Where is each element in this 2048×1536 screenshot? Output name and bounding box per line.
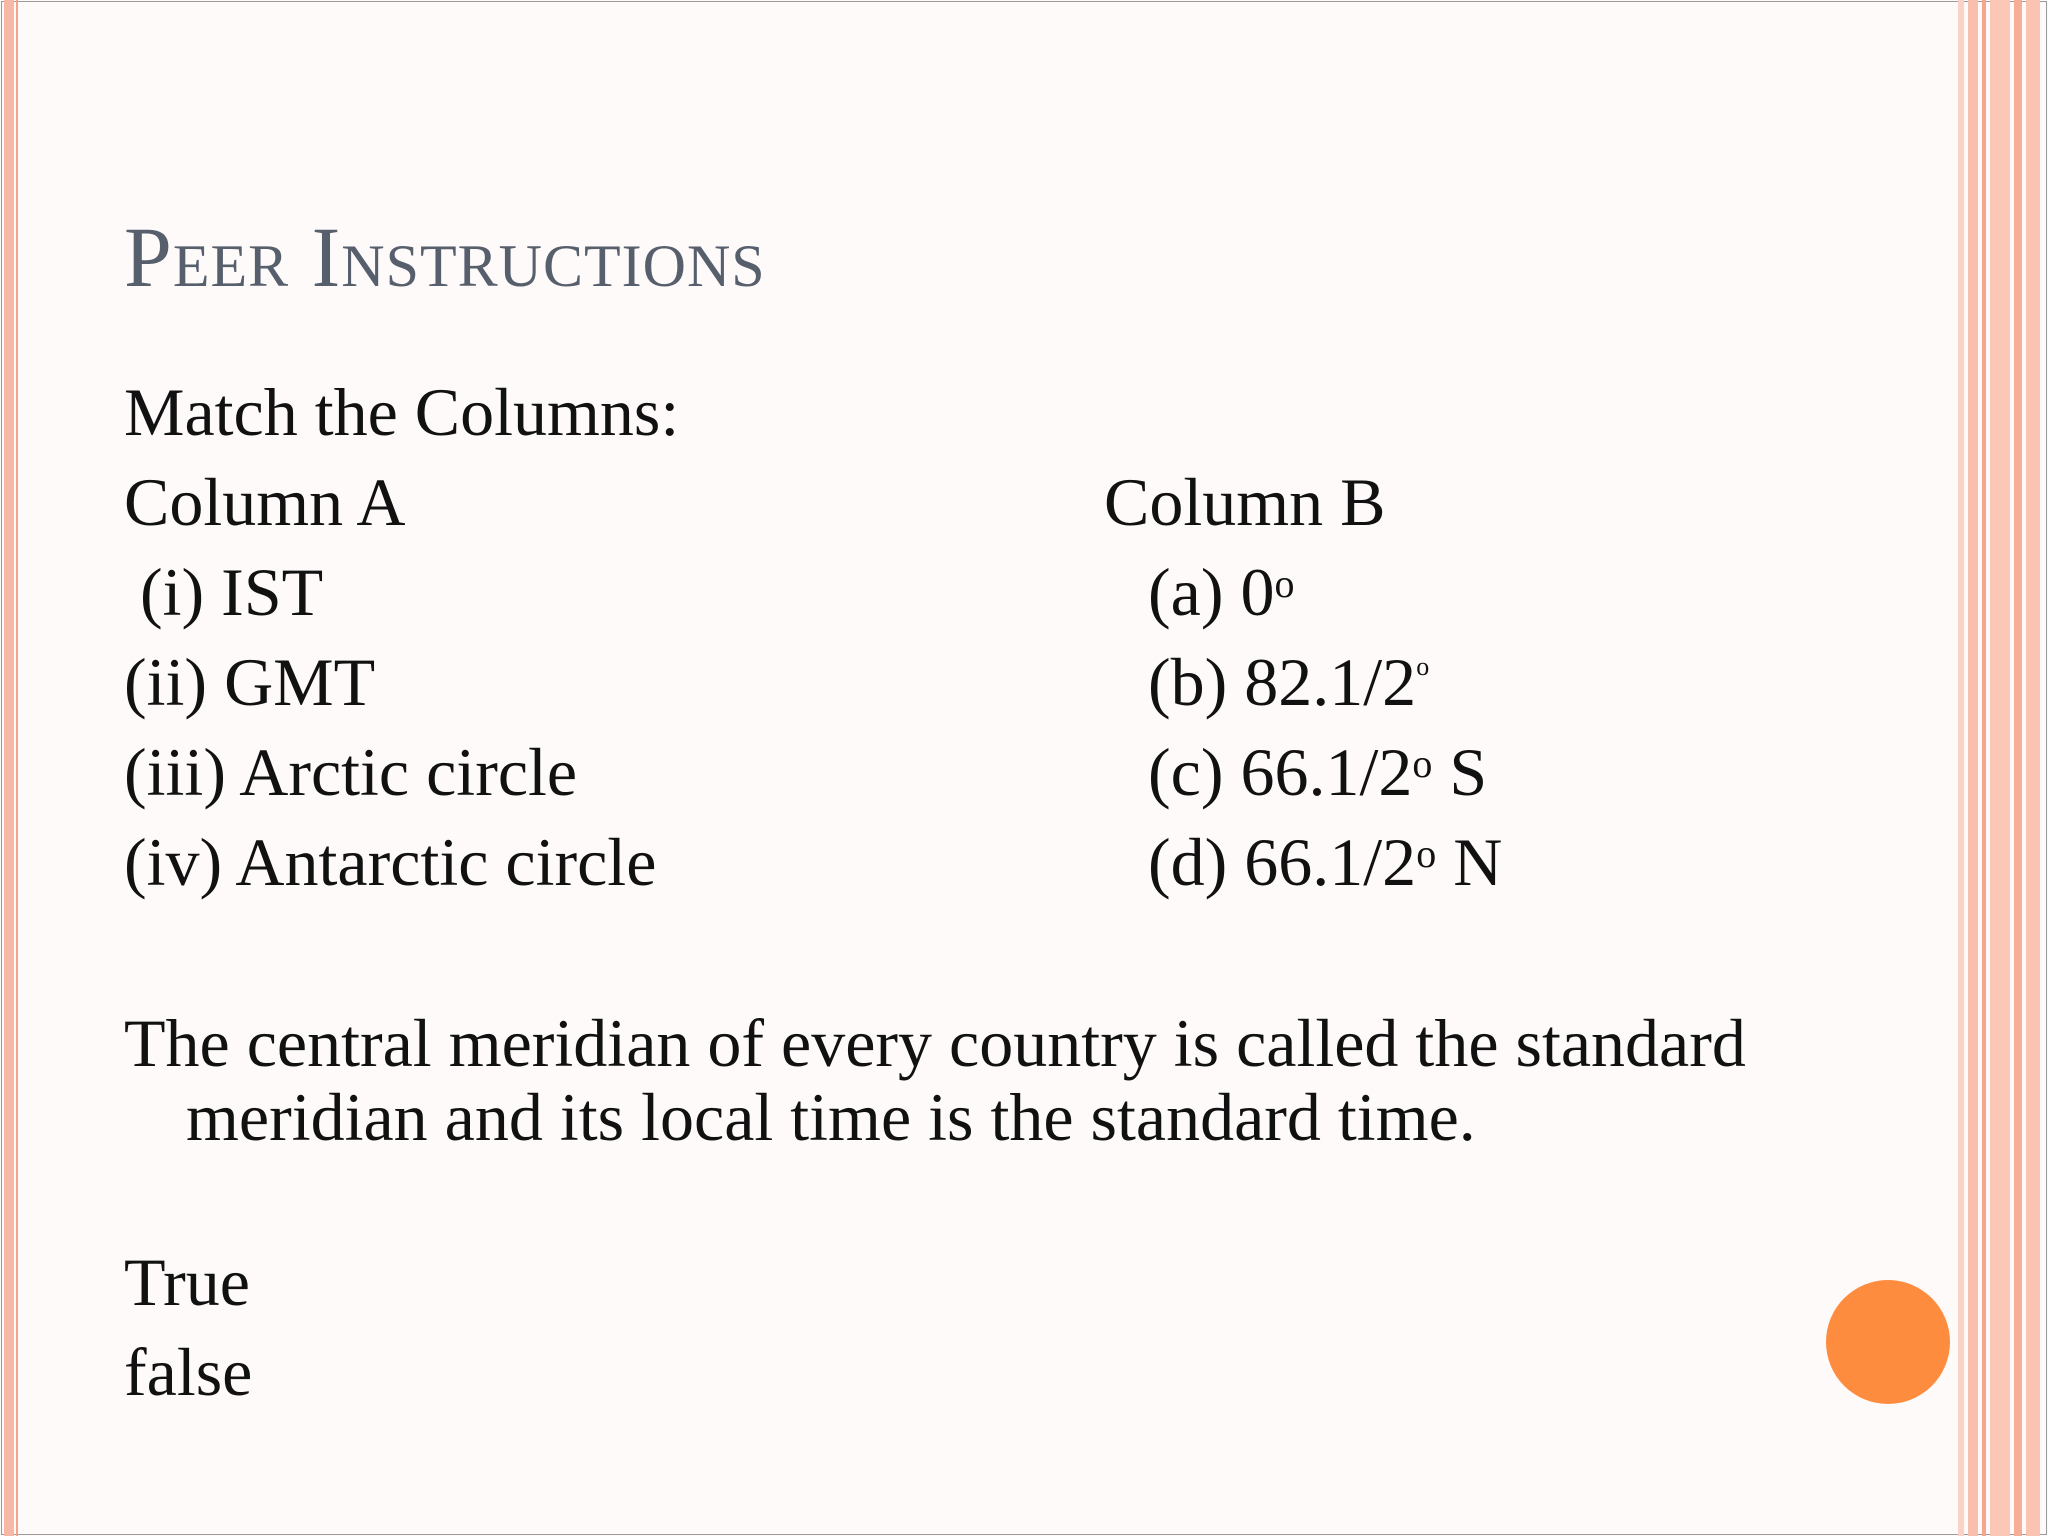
- right-border-stripe: [2014, 0, 2022, 1536]
- column-b-item: [1148, 824, 1503, 900]
- column-b-item-suffix: N: [1436, 824, 1503, 900]
- accent-circle: [1826, 1280, 1950, 1404]
- left-border-stripe: [4, 0, 14, 1536]
- right-border-stripe: [1982, 0, 1986, 1536]
- column-b-item-suffix: S: [1432, 734, 1488, 810]
- degree-sign: o: [1416, 831, 1437, 876]
- match-heading: Match the Columns:: [124, 374, 680, 450]
- column-a-item: (i) IST: [140, 554, 324, 630]
- column-b-item-text: (b) 82.1/2: [1148, 644, 1417, 720]
- column-b-item: [1148, 554, 1295, 630]
- option-true: True: [124, 1244, 250, 1320]
- column-b-item: [1148, 644, 1430, 720]
- right-border-stripe: [1958, 0, 1964, 1536]
- degree-sign: o: [1274, 561, 1295, 606]
- column-a-item: (ii) GMT: [124, 644, 376, 720]
- statement-text: The central meridian of every country is called the standard meridian and its local time is the standard time.: [124, 1005, 1746, 1155]
- column-b-item-text: (a) 0: [1148, 554, 1275, 630]
- column-b-item-text: (d) 66.1/2: [1148, 824, 1417, 900]
- column-b-header: Column B: [1104, 464, 1386, 540]
- right-border-stripe: [1968, 0, 1978, 1536]
- column-a-item: (iii) Arctic circle: [124, 734, 578, 810]
- option-false: false: [124, 1334, 253, 1410]
- column-b-item: [1148, 734, 1488, 810]
- slide-title: Peer Instructions: [124, 209, 766, 305]
- column-b-item-text: (c) 66.1/2: [1148, 734, 1413, 810]
- right-border-stripe: [2026, 0, 2040, 1536]
- left-border-stripe-thin: [16, 0, 18, 1536]
- degree-sign: o: [1416, 652, 1430, 681]
- right-border-stripe: [1990, 0, 2010, 1536]
- column-a-item: (iv) Antarctic circle: [124, 824, 657, 900]
- column-a-header: Column A: [124, 464, 406, 540]
- degree-sign: o: [1412, 741, 1433, 786]
